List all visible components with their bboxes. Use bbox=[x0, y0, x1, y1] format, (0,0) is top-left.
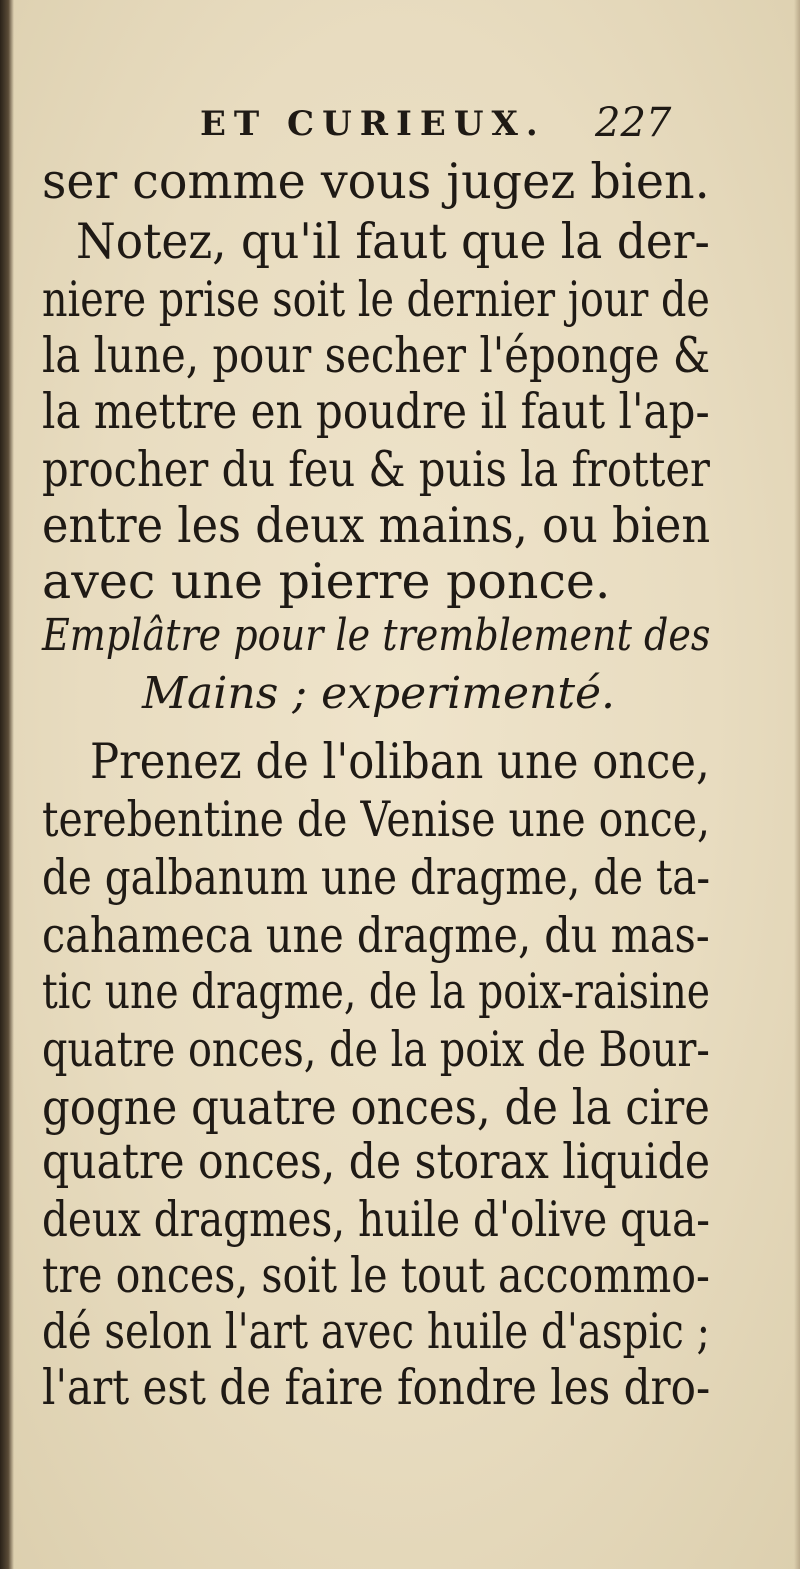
text-line: avec une pierre ponce. bbox=[42, 553, 611, 610]
text-line: de galbanum une dragme, de ta- bbox=[42, 849, 711, 906]
text-line: cahameca une dragme, du mas- bbox=[42, 907, 710, 964]
text-line: Prenez de l'oliban une once, bbox=[90, 733, 710, 790]
section-heading-line: Emplâtre pour le tremblement des bbox=[42, 610, 711, 661]
text-line: procher du feu & puis la frotter bbox=[42, 441, 710, 498]
text-line: tre onces, soit le tout accommo- bbox=[42, 1247, 710, 1304]
page-gutter-shadow bbox=[0, 0, 14, 1569]
text-line: entre les deux mains, ou bien bbox=[42, 497, 711, 554]
page-edge bbox=[794, 0, 800, 1569]
text-line: niere prise soit le dernier jour de bbox=[42, 271, 710, 328]
text-line: quatre onces, de la poix de Bour- bbox=[42, 1021, 710, 1078]
text-line: tic une dragme, de la poix-raisine bbox=[42, 963, 711, 1020]
text-line: Notez, qu'il faut que la der- bbox=[76, 213, 710, 270]
text-line: dé selon l'art avec huile d'aspic ; bbox=[42, 1303, 711, 1360]
text-line: quatre onces, de storax liquide bbox=[42, 1133, 711, 1190]
text-line: gogne quatre onces, de la cire bbox=[42, 1079, 710, 1136]
section-heading-line: Mains ; experimenté. bbox=[142, 668, 616, 719]
text-line: ser comme vous jugez bien. bbox=[42, 153, 710, 210]
text-line: la mettre en poudre il faut l'ap- bbox=[42, 383, 710, 440]
text-line: la lune, pour secher l'éponge & bbox=[42, 327, 711, 384]
text-line: deux dragmes, huile d'olive qua- bbox=[42, 1191, 710, 1248]
text-line: l'art est de faire fondre les dro- bbox=[42, 1359, 711, 1416]
text-line: terebentine de Venise une once, bbox=[42, 791, 711, 848]
running-head bbox=[0, 100, 800, 148]
page-number: 227 bbox=[595, 100, 672, 146]
running-title: ET CURIEUX. bbox=[200, 104, 546, 144]
